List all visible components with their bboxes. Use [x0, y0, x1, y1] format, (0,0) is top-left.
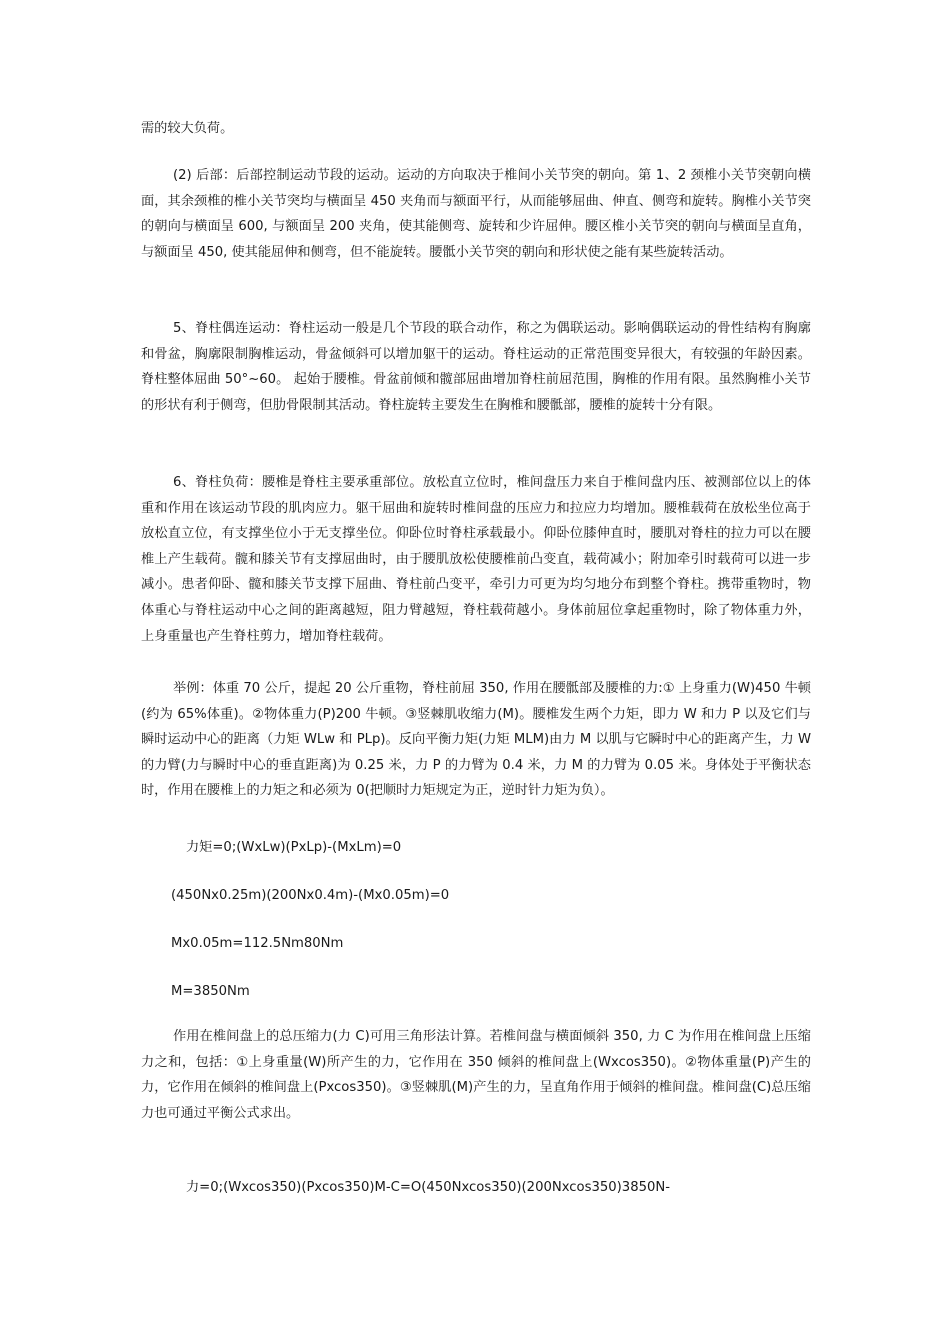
- paragraph-compression-force: 作用在椎间盘上的总压缩力(力 C)可用三角形法计算。若椎间盘与横面倾斜 350, 力 C 为作用在椎间盘上压缩力之和，包括：①上身重量(W)所产生的力，它作用在 350 倾斜的椎间盘上(Wxcos350)。②物体重量(P)产生的力，它作用在倾斜的椎间盘上(Pxcos350)。③竖棘肌(M)产生的力，呈直角作用于倾斜的椎间盘。椎间盘(C)总压缩力也可通过平衡公式求出。: [141, 1029, 811, 1121]
- paragraph-example: 举例：体重 70 公斤，提起 20 公斤重物，脊柱前屈 350, 作用在腰骶部及腰椎的力:① 上身重力(W)450 牛顿(约为 65%体重)。②物体重力(P)200 牛顿。③竖棘肌收缩力(M)。腰椎发生两个力矩，即力 W 和力 P 以及它们与瞬时运动中心的距离（力矩 WLw 和 PLp)。反向平衡力矩(力矩 MLM)由力 M 以肌与它瞬时中心的距离产生，力 W 的力臂(力与瞬时中心的垂直距离)为 0.25 米，力 P 的力臂为 0.4 米，力 M 的力臂为 0.05 米。身体处于平衡状态时，作用在腰椎上的力矩之和必须为 0(把顺时力矩规定为正，逆时针力矩为负）。: [141, 681, 811, 799]
- paragraph-continuation: 需的较大负荷。: [141, 121, 234, 136]
- paragraph-spinal-load: 6、脊柱负荷：腰椎是脊柱主要承重部位。放松直立位时，椎间盘压力来自于椎间盘内压、被测部位以上的体重和作用在该运动节段的肌肉应力。躯干屈曲和旋转时椎间盘的压应力和拉应力均增加。腰椎载荷在放松坐位高于放松直立位，有支撑坐位小于无支撑坐位。仰卧位时脊柱承载最小。仰卧位膝伸直时，腰肌对脊柱的拉力可以在腰椎上产生载荷。髋和膝关节有支撑屈曲时，由于腰肌放松使腰椎前凸变直，载荷减小；附加牵引时载荷可以进一步减小。患者仰卧、髋和膝关节支撑下屈曲、脊柱前凸变平，牵引力可更为均匀地分布到整个脊柱。携带重物时，物体重心与脊柱运动中心之间的距离越短，阻力臂越短，脊柱载荷越小。身体前屈位拿起重物时，除了物体重力外，上身重量也产生脊柱剪力，增加脊柱载荷。: [141, 475, 811, 644]
- formula-moment-balance: 力矩=0;(WxLw)(PxLp)-(MxLm)=0: [186, 840, 402, 855]
- paragraph-posterior-elements: (2) 后部：后部控制运动节段的运动。运动的方向取决于椎间小关节突的朝向。第 1、2 颈椎小关节突朝向横面，其余颈椎的椎小关节突均与横面呈 450 夹角而与额面平行，从而能够屈曲、伸直、侧弯和旋转。胸椎小关节突的朝向与横面呈 600, 与额面呈 200 夹角，使其能侧弯、旋转和少许屈伸。腰区椎小关节突的朝向与横面呈直角，与额面呈 450, 使其能屈伸和侧弯，但不能旋转。腰骶小关节突的朝向和形状使之能有某些旋转活动。: [141, 168, 811, 260]
- formula-m-product: Mx0.05m=112.5Nm80Nm: [171, 936, 344, 951]
- formula-moment-values: (450Nx0.25m)(200Nx0.4m)-(Mx0.05m)=0: [171, 888, 450, 903]
- formula-force-balance: 力=0;(Wxcos350)(Pxcos350)M-C=O(450Nxcos350)(200Nxcos350)3850N-: [186, 1180, 670, 1195]
- paragraph-coupled-motion: 5、脊柱偶连运动：脊柱运动一般是几个节段的联合动作，称之为偶联运动。影响偶联运动的骨性结构有胸廓和骨盆，胸廓限制胸椎运动，骨盆倾斜可以增加躯干的运动。脊柱运动的正常范围变异很大，有较强的年龄因素。脊柱整体屈曲 50°~60。 起始于腰椎。骨盆前倾和髋部屈曲增加脊柱前屈范围，胸椎的作用有限。虽然胸椎小关节的形状有利于侧弯，但肋骨限制其活动。脊柱旋转主要发生在胸椎和腰骶部，腰椎的旋转十分有限。: [141, 321, 811, 413]
- formula-m-result: M=3850Nm: [171, 984, 250, 999]
